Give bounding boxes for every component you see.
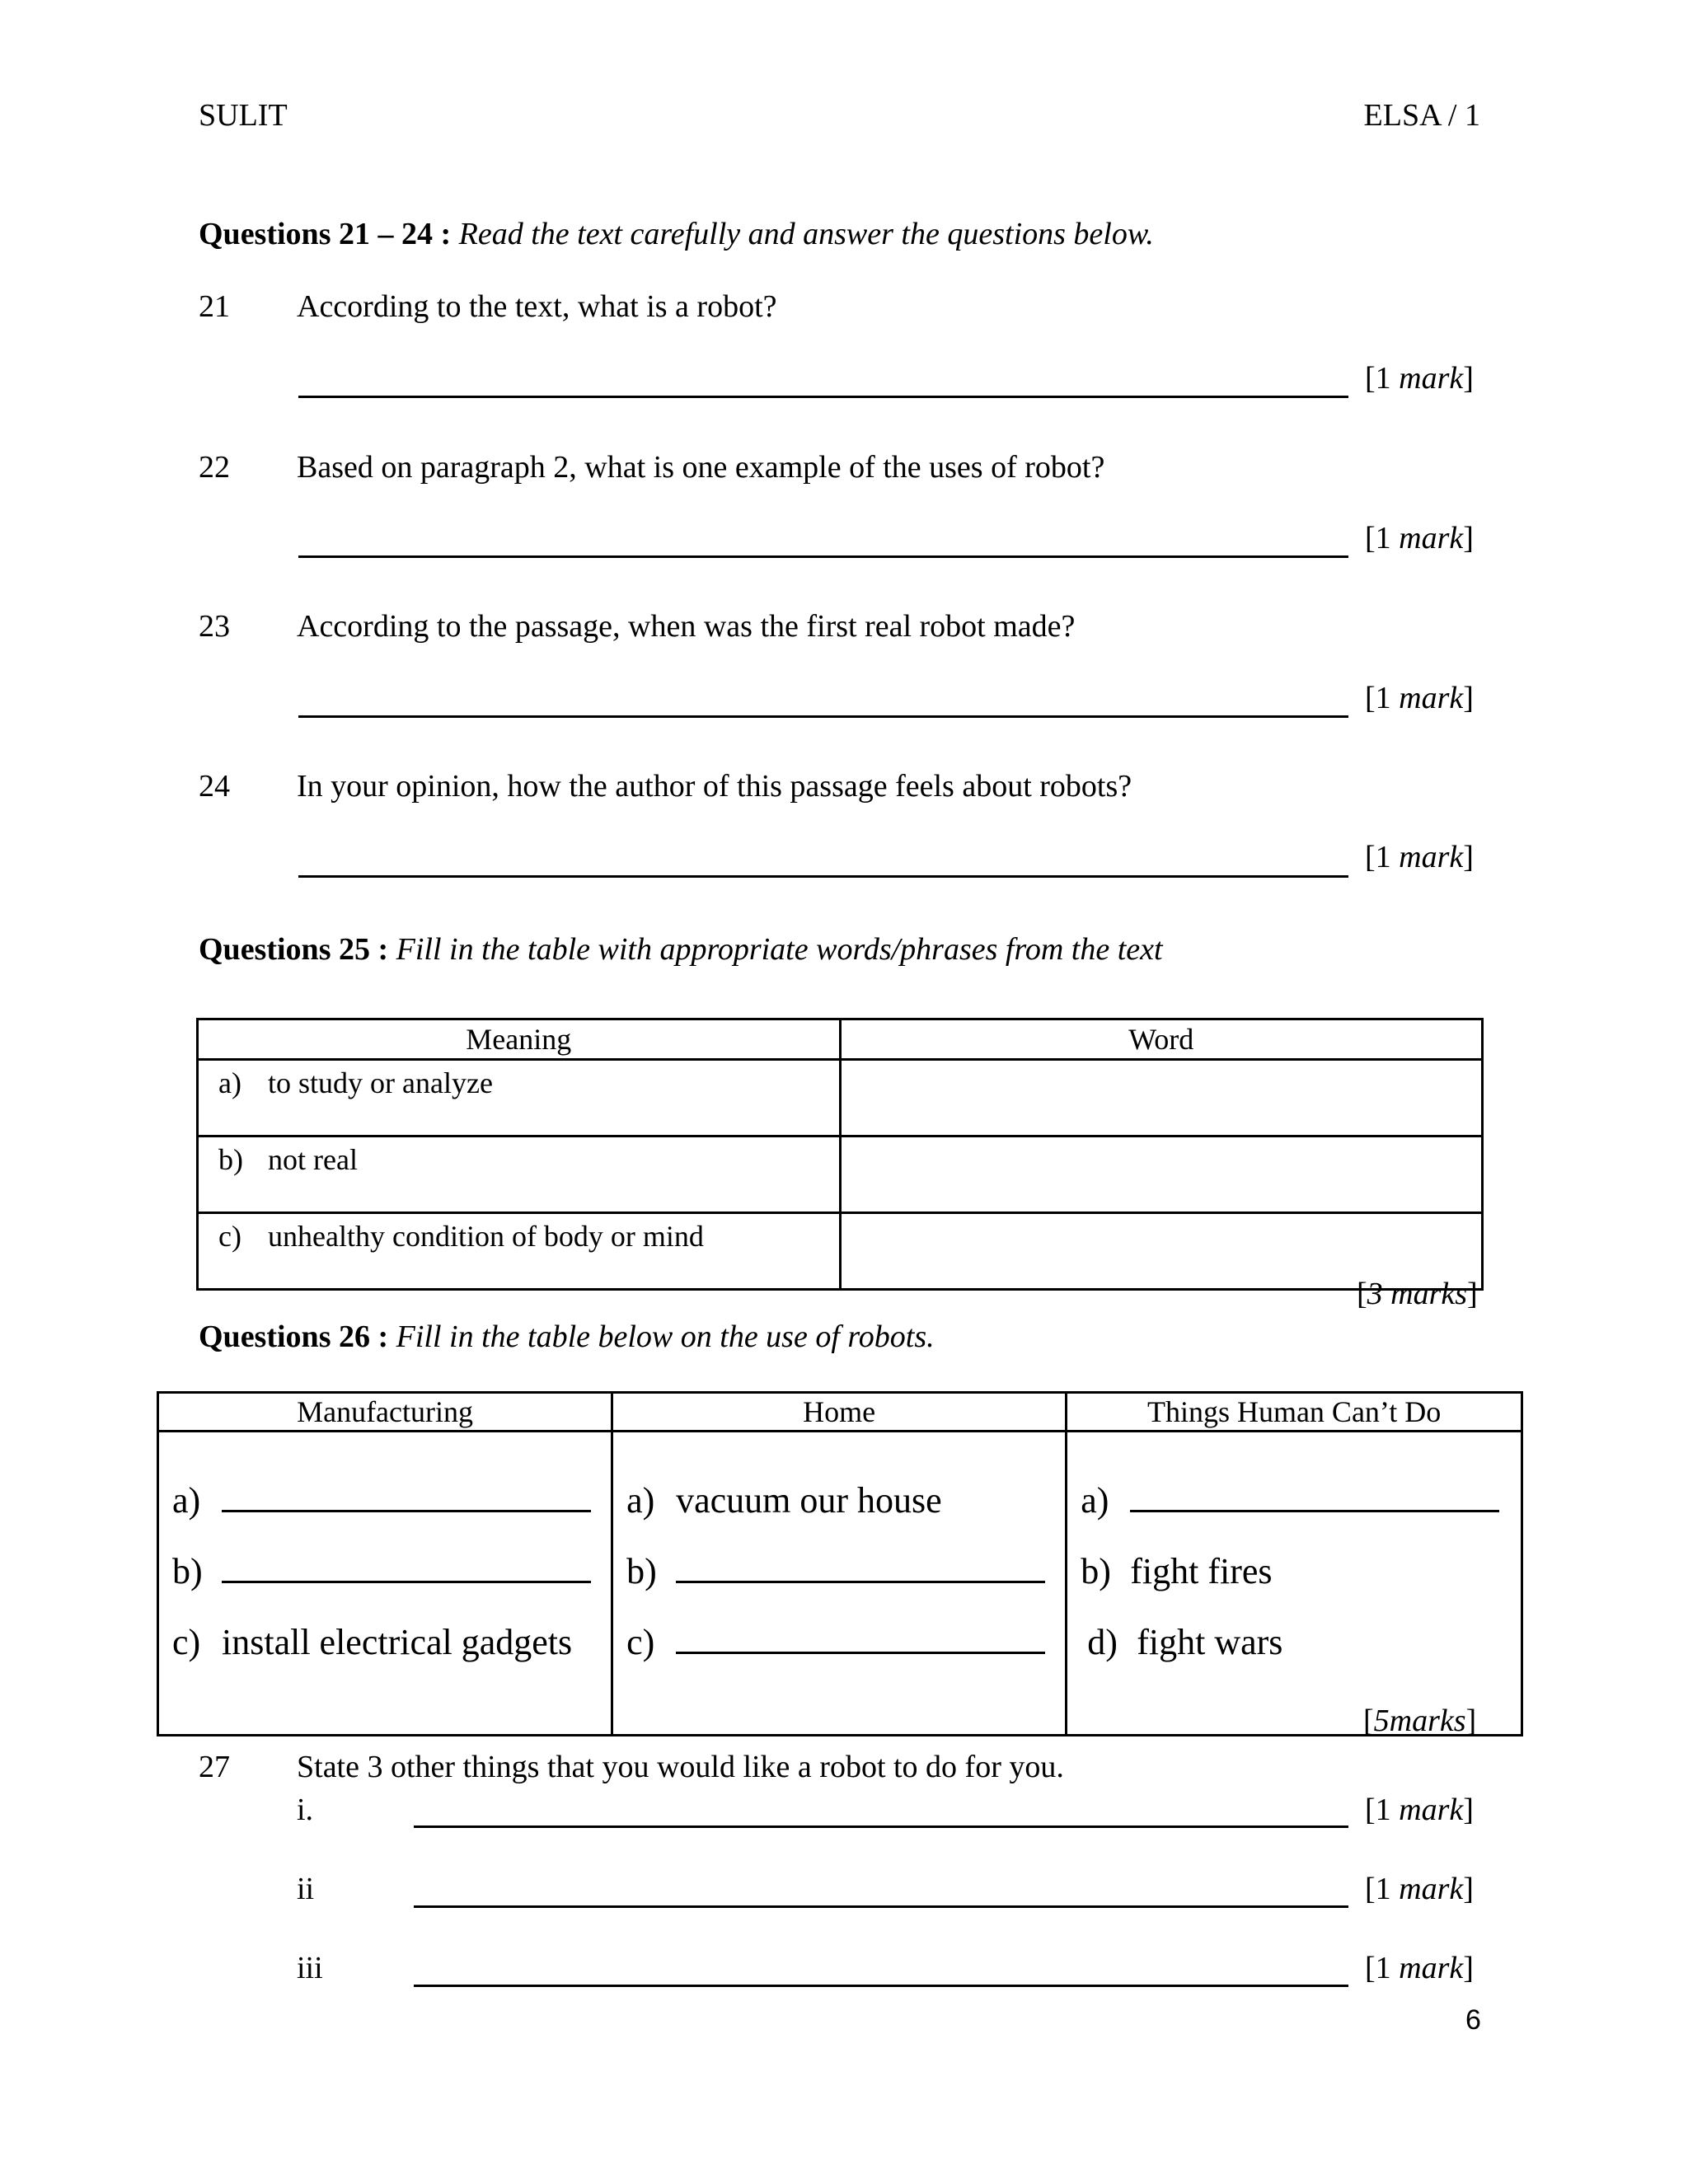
answer-blank[interactable] [676, 1615, 1045, 1654]
column-header: Things Human Can’t Do [1067, 1393, 1522, 1432]
mark-label: [1 mark] [1365, 1872, 1474, 1906]
question-text: According to the passage, when was the first real robot made? [297, 609, 1076, 644]
marks-label: [3 marks] [1357, 1277, 1478, 1311]
column-header: Home [612, 1393, 1067, 1432]
header-right: ELSA / 1 [1363, 98, 1480, 133]
mark-label: [1 mark] [1365, 681, 1474, 715]
section-instruction: Read the text carefully and answer the questions below. [458, 217, 1154, 251]
answer-blank[interactable] [676, 1544, 1045, 1583]
list-item: b) fight fires [1081, 1551, 1273, 1591]
question-text: State 3 other things that you would like a robot to do for you. [297, 1750, 1064, 1784]
answer-line[interactable] [298, 396, 1348, 398]
page-number: 6 [1465, 2004, 1481, 2036]
section-26-heading [199, 1319, 935, 1355]
section-21-24-heading [199, 216, 1154, 252]
list-item: a) [172, 1465, 611, 1536]
question-number: 23 [199, 609, 230, 644]
section-label: Questions 21 – 24 : [199, 217, 452, 251]
table-row [198, 1213, 1483, 1290]
question-text: In your opinion, how the author of this passage feels about robots? [297, 769, 1132, 804]
question-number: 21 [199, 289, 230, 324]
mark-label: [1 mark] [1365, 361, 1474, 396]
column-header: Manufacturing [158, 1393, 612, 1432]
column-header: Word [840, 1019, 1483, 1060]
list-item: a) [1081, 1465, 1521, 1536]
home-cell [612, 1432, 1067, 1736]
table-row [198, 1137, 1483, 1213]
mark-label: [1 mark] [1365, 840, 1474, 874]
word-answer-cell[interactable] [840, 1060, 1483, 1137]
answer-blank[interactable] [1130, 1474, 1499, 1512]
meaning-cell: a) to study or analyze [198, 1060, 841, 1137]
item-label: iii [297, 1951, 323, 1985]
answer-line[interactable] [298, 875, 1348, 878]
question-number: 27 [199, 1750, 230, 1784]
list-item: a) vacuum our house [626, 1480, 942, 1521]
item-label: ii [297, 1872, 315, 1906]
answer-blank[interactable] [222, 1474, 591, 1512]
word-answer-cell[interactable] [840, 1137, 1483, 1213]
list-item: d) fight wars [1087, 1622, 1283, 1662]
things-human-cant-do-cell [1067, 1432, 1522, 1736]
answer-line[interactable] [414, 1825, 1348, 1828]
table-row [198, 1060, 1483, 1137]
header-left: SULIT [199, 98, 288, 133]
table-26 [157, 1391, 1523, 1736]
answer-line[interactable] [298, 715, 1348, 718]
table-25 [196, 1018, 1484, 1291]
question-number: 24 [199, 769, 230, 804]
mark-label: [1 mark] [1365, 521, 1474, 555]
column-header: Meaning [198, 1019, 841, 1060]
list-item: c) install electrical gadgets [172, 1622, 573, 1662]
answer-line[interactable] [298, 555, 1348, 558]
question-text: According to the text, what is a robot? [297, 289, 777, 324]
list-item: b) [626, 1536, 1065, 1607]
question-number: 22 [199, 450, 230, 485]
section-label: Questions 26 : [199, 1319, 389, 1354]
section-instruction: Fill in the table with appropriate words/phrases from the text [396, 932, 1163, 967]
answer-line[interactable] [414, 1985, 1348, 1987]
manufacturing-cell [158, 1432, 612, 1736]
section-instruction: Fill in the table below on the use of robots. [396, 1319, 935, 1354]
list-item: c) [626, 1607, 1065, 1678]
section-label: Questions 25 : [199, 932, 389, 967]
section-25-heading [199, 931, 1163, 968]
mark-label: [1 mark] [1365, 1793, 1474, 1827]
list-item: b) [172, 1536, 611, 1607]
marks-label: [5marks] [1363, 1704, 1477, 1738]
item-label: i. [297, 1793, 314, 1827]
answer-line[interactable] [414, 1905, 1348, 1908]
mark-label: [1 mark] [1365, 1951, 1474, 1985]
question-text: Based on paragraph 2, what is one example of the uses of robot? [297, 450, 1105, 485]
meaning-cell: c) unhealthy condition of body or mind [198, 1213, 841, 1290]
answer-blank[interactable] [222, 1544, 591, 1583]
meaning-cell: b) not real [198, 1137, 841, 1213]
